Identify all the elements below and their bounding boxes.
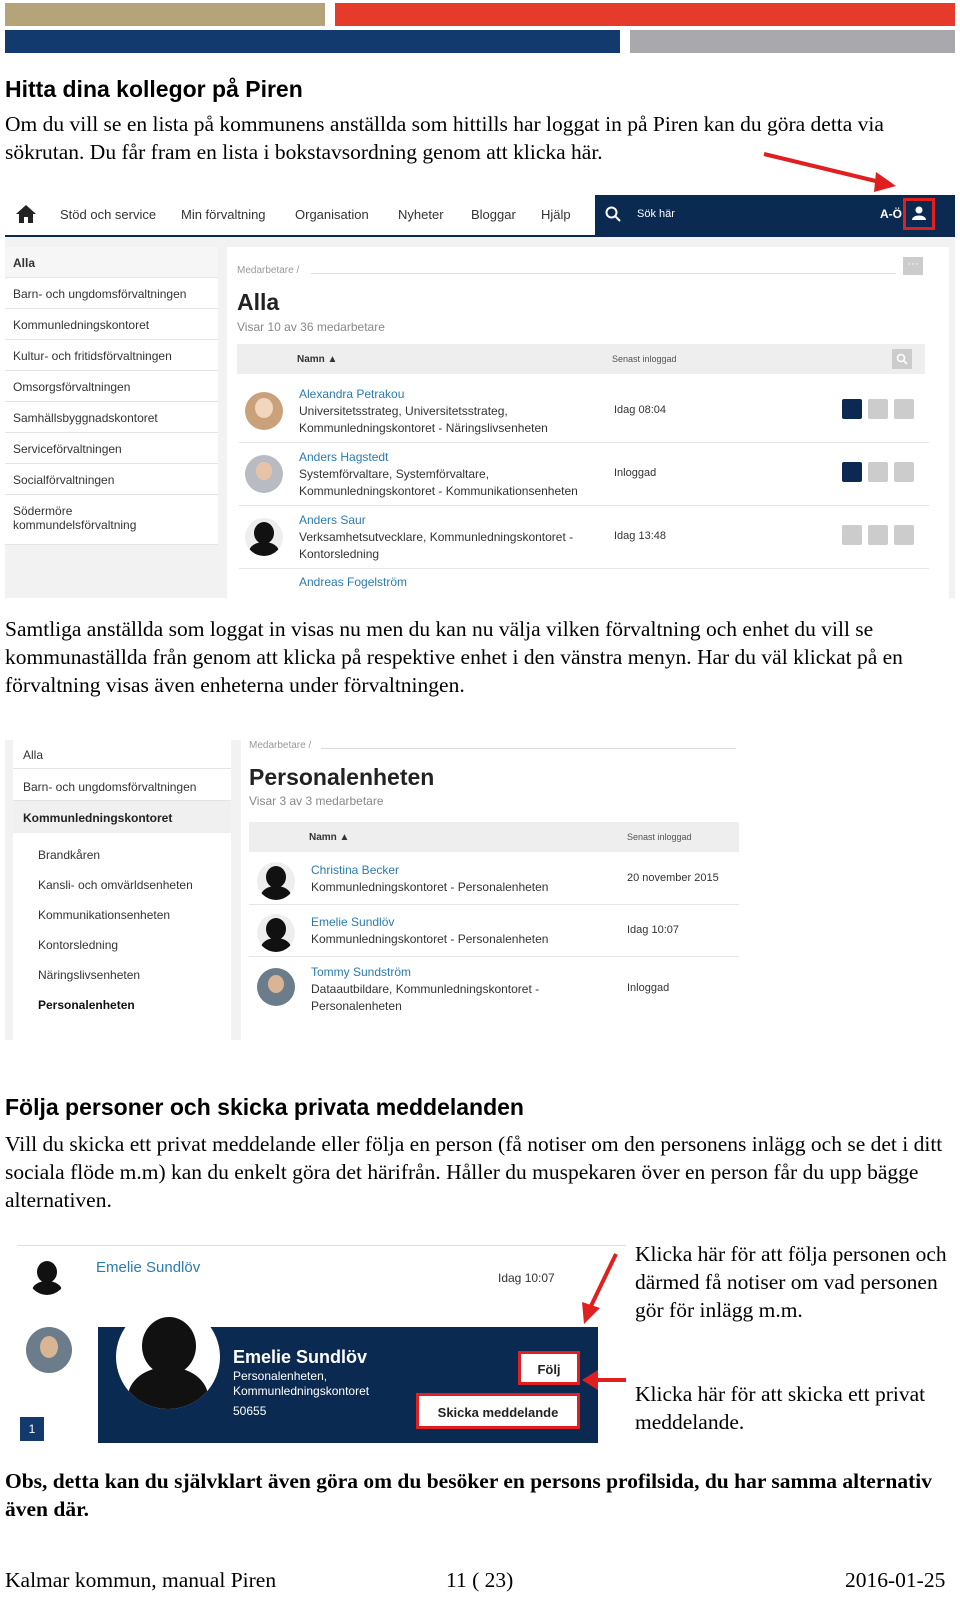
- person-title: Systemförvaltare, Systemförvaltare,: [299, 467, 490, 481]
- screenshot-people-list: [5, 195, 955, 598]
- sidebar-item-label: Södermöre: [13, 504, 73, 518]
- sidebar-subitem[interactable]: Brandkåren: [38, 848, 101, 862]
- red-arrow-icon: [576, 1250, 624, 1330]
- nav-item-blogs[interactable]: Bloggar: [471, 207, 516, 222]
- section-title-follow: Följa personer och skicka privata meddelanden: [5, 1094, 524, 1120]
- section-body-follow: Vill du skicka ett privat meddelande eller följa en person (få notiser om den personens inlägg och se det i ditt sociala flöde m.m) kan du enkelt göra det härifrån. Håller du muspekaren över en person får du upp bägge alternativen.: [5, 1132, 943, 1212]
- last-login: Idag 13:48: [614, 530, 666, 542]
- callout-follow: Klicka här för att följa personen och därmed få notiser om vad personen gör för inlägg m.m.: [635, 1242, 947, 1322]
- nav-item-help[interactable]: Hjälp: [541, 207, 571, 222]
- more-options-button[interactable]: ···: [903, 257, 923, 275]
- section-title-find-colleagues: Hitta dina kollegor på Piren: [5, 76, 303, 102]
- column-name[interactable]: Namn ▲: [297, 354, 338, 365]
- screenshot-department-filter: [5, 740, 740, 1040]
- person-department: Kontorsledning: [299, 547, 380, 561]
- sidebar-item[interactable]: Barn- och ungdomsförvaltningen: [5, 278, 218, 309]
- contact-card-icon[interactable]: [868, 525, 888, 545]
- person-department: Kommunledningskontoret - Kommunikationsenheten: [299, 484, 578, 498]
- footer-title: Kalmar kommun, manual Piren: [5, 1568, 277, 1592]
- result-count: Visar 10 av 36 medarbetare: [237, 320, 385, 334]
- sidebar-departments: [13, 740, 231, 1040]
- sidebar-item[interactable]: Serviceförvaltningen: [5, 433, 218, 464]
- follow-flag-icon[interactable]: [842, 399, 862, 419]
- divider: [13, 768, 231, 769]
- sidebar-item-all[interactable]: Alla: [5, 247, 218, 278]
- last-login: Inloggad: [614, 467, 657, 479]
- avatar: [26, 1327, 72, 1373]
- red-arrow-icon: [760, 148, 910, 196]
- section-body-select-department: Samtliga anställda som loggat in visas nu men du kan nu välja vilken förvaltning och enhet du vill se kommunaställda från genom att klicka på respektive enhet i den vänstra menyn. Har du väl klickat på en förvaltning visas även enheterna under förvaltningen.: [5, 617, 903, 697]
- avatar-placeholder: [28, 1257, 66, 1295]
- person-name[interactable]: Christina Becker: [311, 863, 400, 877]
- contact-card-icon[interactable]: [868, 462, 888, 482]
- person-name[interactable]: Tommy Sundström: [311, 965, 412, 979]
- result-count: Visar 3 av 3 medarbetare: [249, 794, 384, 808]
- people-main-panel: [241, 740, 740, 1040]
- person-name[interactable]: Emelie Sundlöv: [96, 1259, 201, 1276]
- header-bar-gray: [630, 30, 955, 53]
- hover-card-office: Kommunledningskontoret: [233, 1384, 370, 1398]
- person-icon: [912, 206, 928, 220]
- last-login: Idag 08:04: [614, 404, 666, 416]
- home-icon[interactable]: [15, 204, 37, 224]
- red-arrow-icon: [580, 1368, 628, 1392]
- send-message-button[interactable]: [416, 1393, 580, 1429]
- last-login: Inloggad: [627, 982, 670, 994]
- hover-card-name: Emelie Sundlöv: [233, 1347, 368, 1367]
- person-name[interactable]: Anders Hagstedt: [299, 450, 389, 464]
- column-name[interactable]: Namn ▲: [309, 832, 350, 843]
- person-title: Universitetsstrateg, Universitetsstrateg,: [299, 404, 508, 418]
- header-bar-gold: [5, 3, 325, 26]
- divider: [311, 273, 896, 274]
- table-row[interactable]: [239, 380, 929, 443]
- hover-card: [98, 1285, 598, 1443]
- contact-card-icon[interactable]: [868, 399, 888, 419]
- last-login: 20 november 2015: [627, 872, 719, 884]
- search-icon: [896, 353, 908, 365]
- avatar-placeholder: [257, 914, 295, 952]
- sidebar-item[interactable]: Kultur- och fritidsförvaltningen: [5, 340, 218, 371]
- top-navigation: [5, 195, 955, 237]
- last-login: Idag 10:07: [498, 1271, 555, 1285]
- hover-card-phone: 50655: [233, 1404, 267, 1418]
- page-title: Alla: [237, 289, 280, 315]
- sidebar-item-sodermore[interactable]: [5, 495, 218, 545]
- table-header: [249, 822, 739, 852]
- last-login: Idag 10:07: [627, 924, 679, 936]
- follow-button-label: Följ: [537, 1362, 561, 1377]
- more-icon[interactable]: [894, 525, 914, 545]
- avatar: [245, 455, 283, 493]
- sidebar-item-selected[interactable]: [13, 801, 231, 833]
- table-search-button[interactable]: [892, 349, 912, 369]
- table-header: [237, 344, 925, 374]
- send-message-button-label: Skicka meddelande: [437, 1405, 559, 1420]
- sidebar-item[interactable]: Barn- och ungdomsförvaltningen: [23, 780, 197, 794]
- sidebar-item-label: Kommunledningskontoret: [23, 811, 173, 825]
- person-department: Kommunledningskontoret - Personalenheten: [311, 932, 549, 946]
- people-directory-button[interactable]: [903, 198, 935, 230]
- sidebar-subitem[interactable]: Kommunikationsenheten: [38, 908, 171, 922]
- sidebar-item[interactable]: Omsorgsförvaltningen: [5, 371, 218, 402]
- breadcrumb: Medarbetare /: [249, 740, 312, 751]
- column-last-login[interactable]: Senast inloggad: [612, 354, 677, 364]
- header-bar-navy: [5, 30, 620, 53]
- avatar: [257, 968, 295, 1006]
- footer-page-number: 11 ( 23): [446, 1568, 514, 1592]
- person-department: Kommunledningskontoret - Personalenheten: [311, 880, 549, 894]
- people-main-panel: [227, 247, 949, 598]
- avatar-placeholder: [257, 862, 295, 900]
- avatar: [245, 392, 283, 430]
- breadcrumb: Medarbetare /: [237, 265, 300, 276]
- divider: [18, 1245, 626, 1246]
- follow-flag-icon[interactable]: [842, 525, 862, 545]
- search-bar[interactable]: [595, 195, 955, 235]
- note-profile-page: Obs, detta kan du självklart även göra om du besöker en persons profilsida, du har samma alternativ även där.: [5, 1469, 932, 1521]
- footer-date: 2016-01-25: [845, 1568, 946, 1592]
- person-name[interactable]: Alexandra Petrakou: [299, 387, 405, 401]
- table-row[interactable]: [249, 854, 739, 905]
- person-title: Verksamhetsutvecklare, Kommunledningskontoret -: [299, 530, 574, 544]
- sidebar-subitem-selected[interactable]: Personalenheten: [38, 998, 135, 1012]
- person-department: Personalenheten: [311, 999, 402, 1013]
- nav-item-my-administration[interactable]: Min förvaltning: [181, 207, 266, 222]
- header-bar-red: [335, 3, 955, 26]
- sidebar-item-label: kommundelsförvaltning: [13, 518, 137, 532]
- person-name[interactable]: Emelie Sundlöv: [311, 915, 395, 929]
- divider: [321, 748, 736, 749]
- callout-message: Klicka här för att skicka ett privat meddelande.: [635, 1382, 926, 1434]
- hover-card-department: Personalenheten,: [233, 1369, 328, 1383]
- sidebar-item[interactable]: Socialförvaltningen: [5, 464, 218, 495]
- sidebar-subitem[interactable]: Kansli- och omvärldsenheten: [38, 878, 193, 892]
- sidebar-item[interactable]: Samhällsbyggnadskontoret: [5, 402, 218, 433]
- follow-button[interactable]: [518, 1351, 580, 1385]
- table-row[interactable]: [239, 443, 929, 506]
- sidebar-departments: [5, 247, 218, 545]
- sidebar-subitem[interactable]: Kontorsledning: [38, 938, 119, 952]
- sidebar-item[interactable]: Kommunledningskontoret: [5, 309, 218, 340]
- sidebar-subitem[interactable]: Näringslivsenheten: [38, 968, 141, 982]
- nav-item-organisation[interactable]: Organisation: [295, 207, 369, 222]
- more-icon[interactable]: [894, 462, 914, 482]
- pagination-page[interactable]: 1: [20, 1417, 44, 1441]
- table-row[interactable]: [249, 958, 739, 1016]
- screenshot-person-hover-card: [18, 1245, 626, 1450]
- hover-card-avatar: [116, 1305, 220, 1409]
- sidebar-item-all[interactable]: Alla: [23, 748, 44, 762]
- nav-item-support[interactable]: Stöd och service: [60, 207, 157, 222]
- section-body-find-colleagues: Om du vill se en lista på kommunens anställda som hittills har loggat in på Piren kan du göra detta via sökrutan. Du får fram en lista i bokstavsordning genom att klicka här.: [5, 112, 884, 164]
- search-icon: [605, 206, 621, 222]
- person-department: Kommunledningskontoret - Näringslivsenheten: [299, 421, 548, 435]
- table-row[interactable]: [239, 506, 929, 569]
- avatar-placeholder: [245, 518, 283, 556]
- person-title: Dataautbildare, Kommunledningskontoret -: [311, 982, 540, 996]
- nav-item-news[interactable]: Nyheter: [398, 207, 444, 222]
- az-button[interactable]: A-Ö: [880, 207, 902, 221]
- person-name[interactable]: Anders Saur: [299, 513, 366, 527]
- page-title: Personalenheten: [249, 764, 435, 790]
- follow-flag-icon[interactable]: [842, 462, 862, 482]
- table-row[interactable]: [249, 906, 739, 957]
- person-name[interactable]: Andreas Fogelström: [299, 575, 408, 589]
- search-input[interactable]: Sök här: [637, 208, 675, 220]
- column-last-login[interactable]: Senast inloggad: [627, 832, 692, 842]
- more-icon[interactable]: [894, 399, 914, 419]
